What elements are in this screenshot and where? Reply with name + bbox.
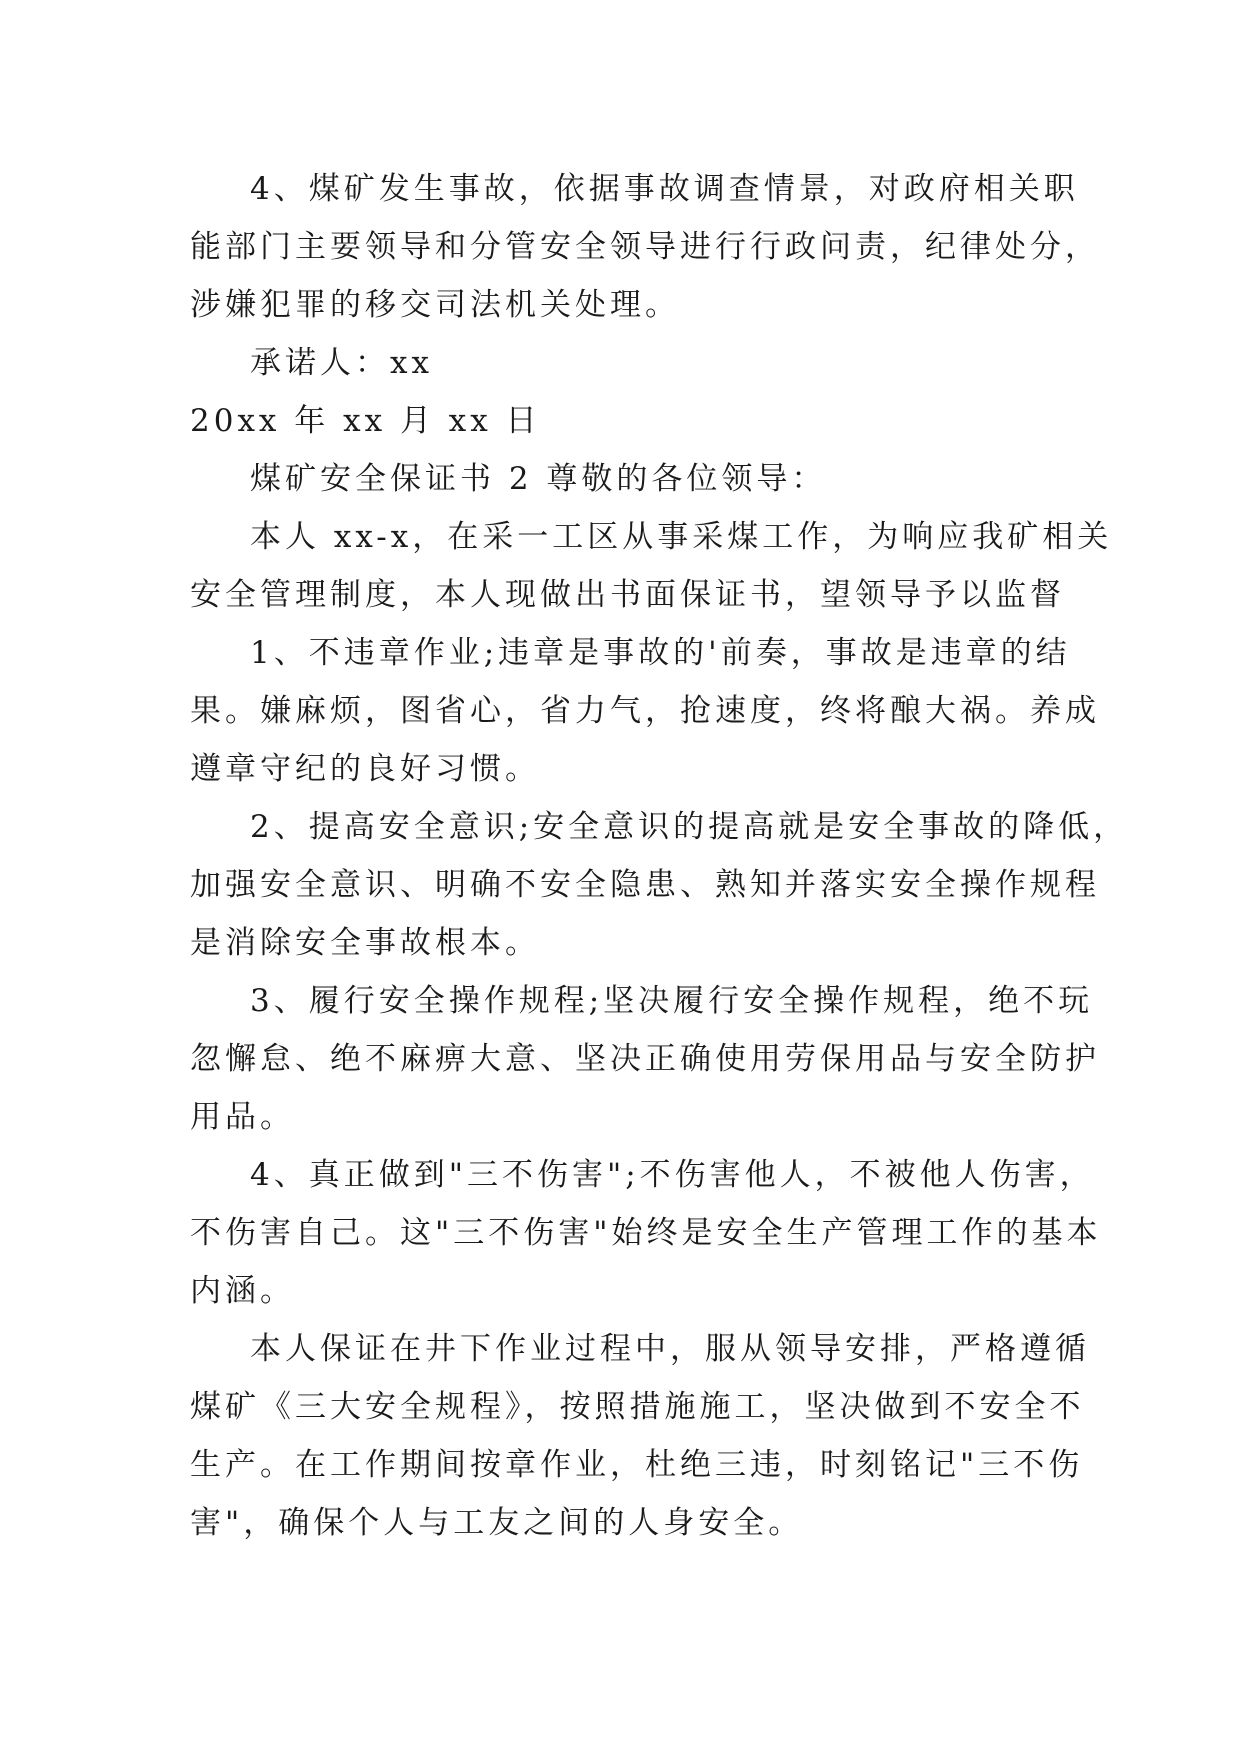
paragraph-intro bbox=[190, 508, 1113, 624]
text-line: 涉嫌犯罪的移交司法机关处理。 bbox=[190, 287, 680, 323]
text-line: 煤矿《三大安全规程》，按照措施施工，坚决做到不安全不 bbox=[190, 1389, 1085, 1425]
text-line: 遵章守纪的良好习惯。 bbox=[190, 751, 540, 787]
text-line: 是消除安全事故根本。 bbox=[190, 925, 540, 961]
text-line: 生产。在工作期间按章作业，杜绝三违，时刻铭记"三不伤 bbox=[190, 1447, 1084, 1483]
document-body bbox=[190, 160, 1129, 1552]
text-line: 本人 xx-x，在采一工区从事采煤工作，为响应我矿相关 bbox=[250, 519, 1113, 555]
text-line: 安全管理制度，本人现做出书面保证书，望领导予以监督 bbox=[190, 577, 1065, 613]
text-line: 4、真正做到"三不伤害";不伤害他人，不被他人伤害， bbox=[250, 1157, 1095, 1193]
text-line: 忽懈怠、绝不麻痹大意、坚决正确使用劳保用品与安全防护 bbox=[190, 1041, 1100, 1077]
paragraph-pledger bbox=[190, 334, 1060, 392]
paragraph-item-2 bbox=[190, 798, 1129, 972]
paragraph-item-4 bbox=[190, 1146, 1102, 1320]
paragraph-heading-2 bbox=[190, 450, 1060, 508]
text-line: 内涵。 bbox=[190, 1273, 295, 1309]
paragraph-item-3 bbox=[190, 972, 1100, 1146]
pledger-line: 承诺人：xx bbox=[250, 345, 433, 381]
text-line: 4、煤矿发生事故，依据事故调查情景，对政府相关职 bbox=[250, 171, 1079, 207]
text-line: 用品。 bbox=[190, 1099, 295, 1135]
text-line: 3、履行安全操作规程;坚决履行安全操作规程，绝不玩 bbox=[250, 983, 1094, 1019]
paragraph-accident-accountability bbox=[190, 160, 1100, 334]
section-heading: 煤矿安全保证书 2 尊敬的各位领导： bbox=[250, 461, 827, 497]
text-line: 1、不违章作业;违章是事故的'前奏，事故是违章的结 bbox=[250, 635, 1071, 671]
text-line: 害"，确保个人与工友之间的人身安全。 bbox=[190, 1505, 804, 1541]
text-line: 能部门主要领导和分管安全领导进行行政问责，纪律处分， bbox=[190, 229, 1100, 265]
text-line: 果。嫌麻烦，图省心，省力气，抢速度，终将酿大祸。养成 bbox=[190, 693, 1100, 729]
date-line: 20xx 年 xx 月 xx 日 bbox=[190, 403, 541, 439]
text-line: 2、提高安全意识;安全意识的提高就是安全事故的降低， bbox=[250, 809, 1129, 845]
text-line: 加强安全意识、明确不安全隐患、熟知并落实安全操作规程 bbox=[190, 867, 1100, 903]
paragraph-item-1 bbox=[190, 624, 1100, 798]
text-line: 不伤害自己。这"三不伤害"始终是安全生产管理工作的基本 bbox=[190, 1215, 1102, 1251]
text-line: 本人保证在井下作业过程中，服从领导安排，严格遵循 bbox=[250, 1331, 1090, 1367]
paragraph-date bbox=[190, 392, 1060, 450]
paragraph-guarantee bbox=[190, 1320, 1090, 1552]
